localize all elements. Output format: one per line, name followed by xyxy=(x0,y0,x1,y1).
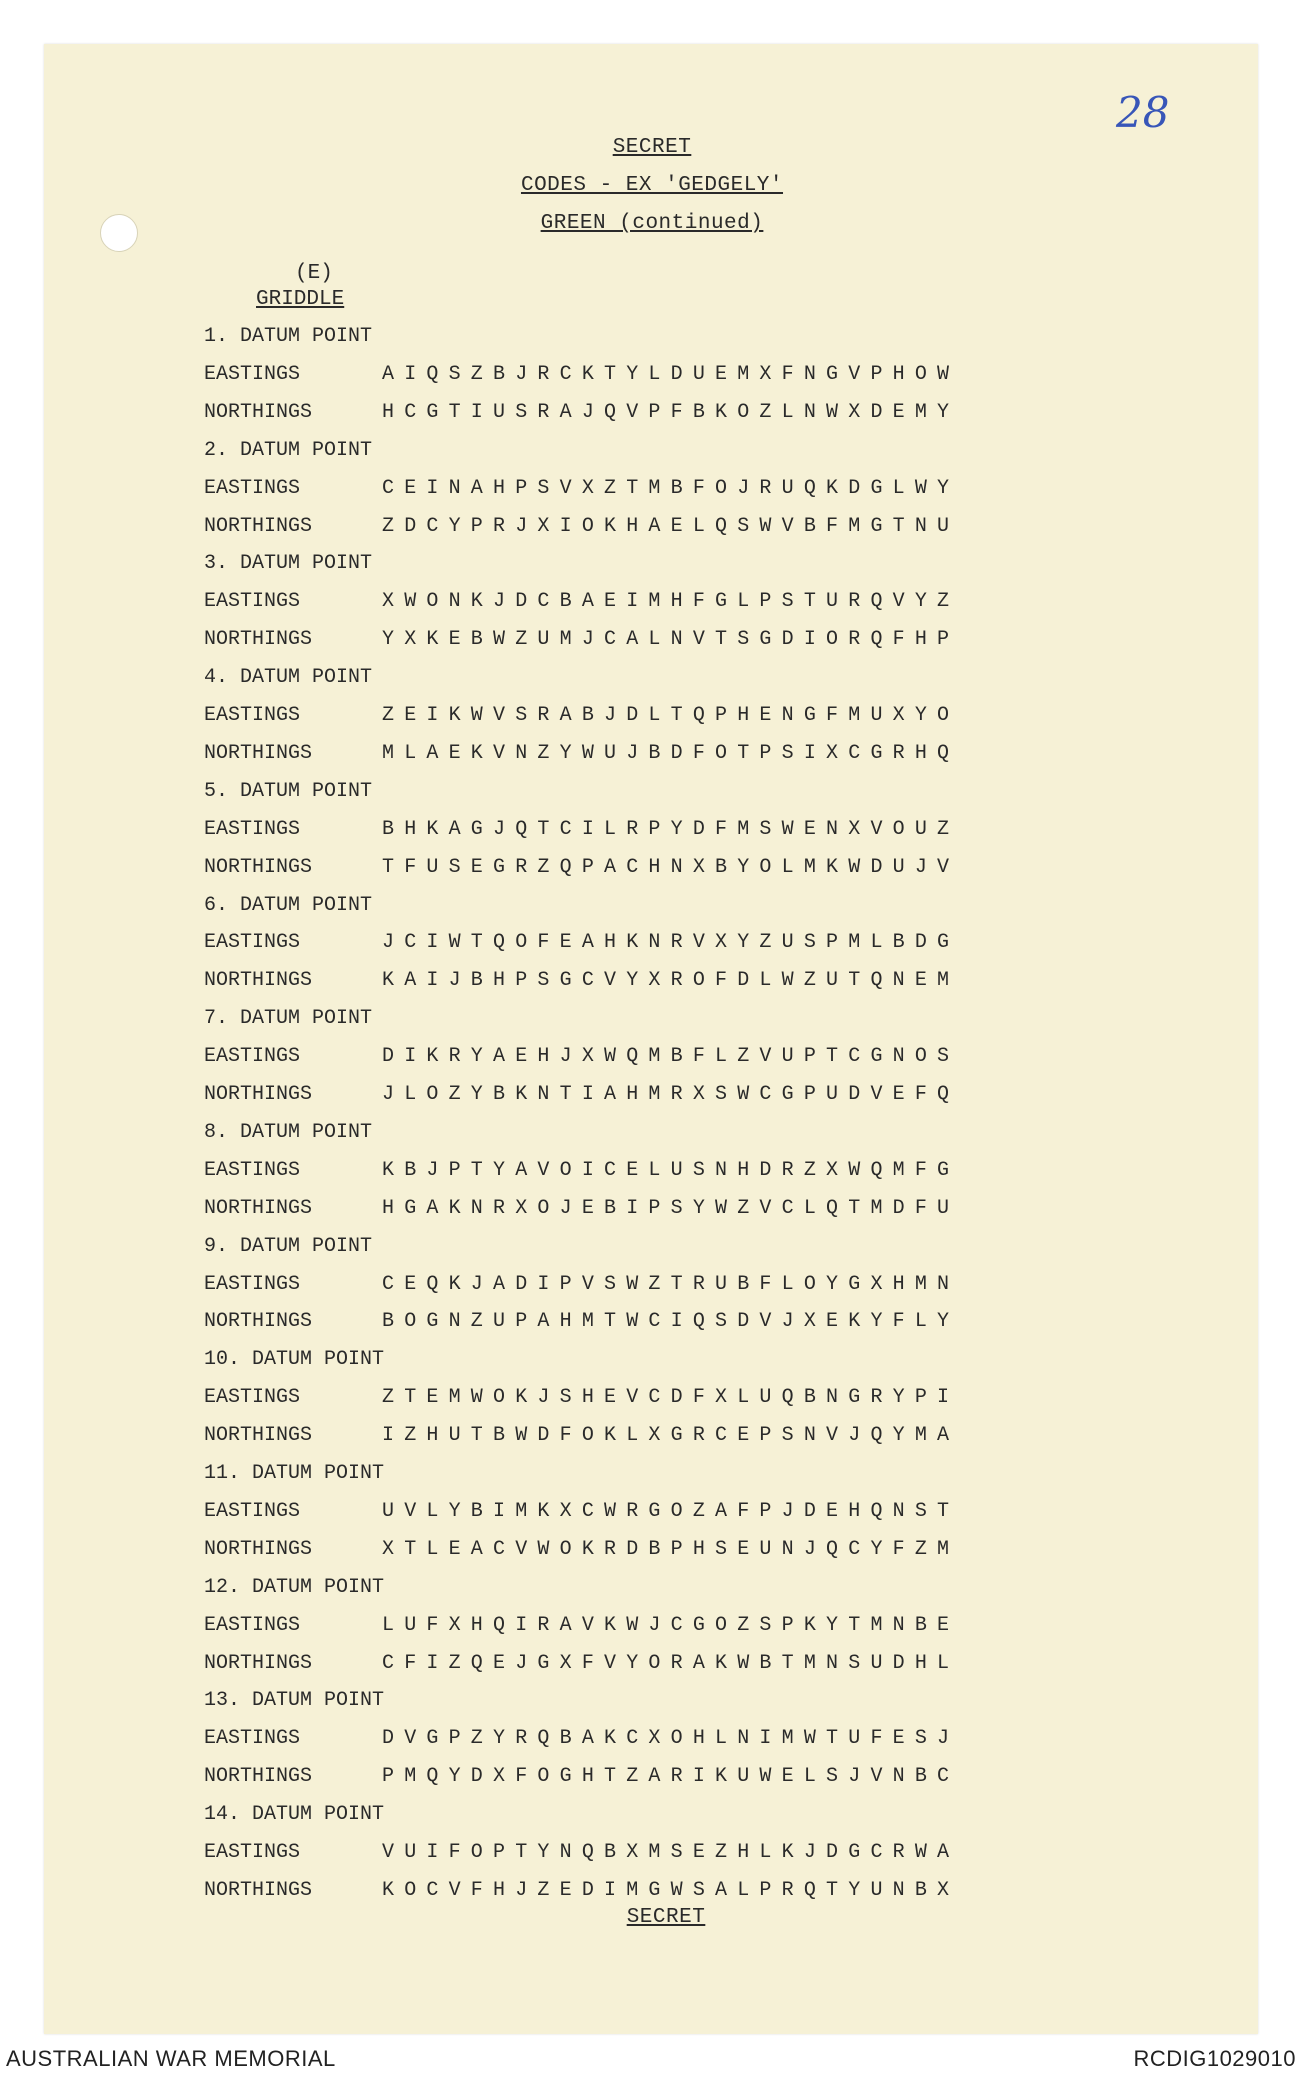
codes-title: CODES - EX 'GEDGELY' xyxy=(520,174,784,197)
row-label: NORTHINGS xyxy=(204,1537,313,1561)
row-label: EASTINGS xyxy=(204,704,301,727)
code-row xyxy=(204,969,959,999)
row-label: EASTINGS xyxy=(204,817,301,841)
row-label: NORTHINGS xyxy=(204,1765,313,1789)
row-label: NORTHINGS xyxy=(204,969,313,993)
row-label: NORTHINGS xyxy=(204,1196,313,1220)
row-label: EASTINGS xyxy=(204,1727,301,1751)
datum-point-heading xyxy=(204,552,382,582)
row-label: EASTINGS xyxy=(204,1841,301,1864)
datum-point-heading xyxy=(204,666,382,696)
code-sequence: AIQSZBJRCKTYLDUEMXFNGVPHOW xyxy=(382,362,960,386)
subsection-letter: (E) xyxy=(295,262,333,285)
classification-header: SECRET xyxy=(612,136,692,159)
code-row xyxy=(204,1765,959,1795)
row-label: EASTINGS xyxy=(204,590,301,614)
code-sequence: TFUSEGRZQPACHNXBYOLMKWDUJV xyxy=(382,855,960,879)
code-row xyxy=(204,1386,959,1416)
code-sequence: XTLEACVWOKRDBPHSEUNJQCYFZM xyxy=(382,1537,960,1561)
row-label: NORTHINGS xyxy=(204,628,313,652)
code-sequence: ZEIKWVSRABJDLTQPHENGFMUXYO xyxy=(382,704,960,727)
code-sequence: VUIFOPTYNQBXMSEZHLKJDGCRWA xyxy=(382,1841,960,1864)
archive-reference: RCDIG1029010 xyxy=(1133,2046,1296,2071)
code-sequence: HGAKNRXOJEBIPSYWZVCLQTMDFU xyxy=(382,1196,960,1220)
row-label: 4. DATUM POINT xyxy=(204,666,373,690)
code-row xyxy=(204,1727,959,1757)
code-row xyxy=(204,1273,959,1303)
code-sequence: PMQYDXFOGHTZARIKUWELSJVNBC xyxy=(382,1765,960,1789)
code-row xyxy=(204,590,959,620)
row-label: NORTHINGS xyxy=(204,855,313,879)
row-label: EASTINGS xyxy=(204,1386,301,1410)
code-sequence: YXKEBWZUMJCALNVTSGDIORQFHP xyxy=(382,628,960,652)
row-label: EASTINGS xyxy=(204,931,301,955)
code-row xyxy=(204,477,959,507)
code-row xyxy=(204,1424,959,1454)
row-label: NORTHINGS xyxy=(204,1424,313,1448)
code-sequence: ZTEMWOKJSHEVCDFXLUQBNGRYPI xyxy=(382,1386,960,1410)
code-sequence: ZDCYPRJXIOKHAELQSWVBFMGTNU xyxy=(382,514,960,538)
row-label: EASTINGS xyxy=(204,1499,301,1523)
code-row xyxy=(204,1500,959,1530)
row-label: NORTHINGS xyxy=(204,741,313,765)
code-row xyxy=(204,628,959,658)
datum-point-heading xyxy=(204,439,382,469)
code-sequence: KAIJBHPSGCVYXROFDLWZUTQNEM xyxy=(382,969,960,993)
row-label: 13. DATUM POINT xyxy=(204,1689,385,1713)
code-sequence: MLAEKVNZYWUJBDFOTPSIXCGRHQ xyxy=(382,741,960,765)
section-title: GREEN (continued) xyxy=(540,212,764,235)
code-sequence: KOCVFHJZEDIMGWSALPRQTYUNBX xyxy=(382,1878,960,1902)
datum-point-heading xyxy=(204,1235,382,1265)
row-label: 7. DATUM POINT xyxy=(204,1007,373,1031)
code-row xyxy=(204,818,959,848)
code-sequence: KBJPTYAVOICELUSNHDRZXWQMFG xyxy=(382,1158,960,1182)
code-row xyxy=(204,1045,959,1075)
row-label: 6. DATUM POINT xyxy=(204,893,373,917)
row-label: NORTHINGS xyxy=(204,1083,313,1106)
row-label: EASTINGS xyxy=(204,1272,301,1296)
row-label: 5. DATUM POINT xyxy=(204,779,373,803)
code-row xyxy=(204,363,959,393)
datum-point-heading xyxy=(204,780,382,810)
row-label: 3. DATUM POINT xyxy=(204,552,373,576)
code-row xyxy=(204,401,959,431)
row-label: 14. DATUM POINT xyxy=(204,1803,385,1827)
code-sequence: CFIZQEJGXFVYORAKWBTMNSUDHL xyxy=(382,1651,960,1675)
row-label: 1. DATUM POINT xyxy=(204,325,373,348)
row-label: EASTINGS xyxy=(204,1158,301,1182)
classification-footer: SECRET xyxy=(626,1906,706,1929)
code-sequence: UVLYBIMKXCWRGOZAFPJDEHQNST xyxy=(382,1499,960,1523)
datum-point-heading xyxy=(204,1575,385,1606)
row-label: EASTINGS xyxy=(204,362,301,386)
code-row xyxy=(204,1879,959,1909)
row-label: EASTINGS xyxy=(204,1045,301,1069)
code-row xyxy=(204,704,959,734)
code-row xyxy=(204,1310,959,1340)
code-row xyxy=(204,931,959,961)
code-row xyxy=(204,1538,959,1568)
code-sequence: CEQKJADIPVSWZTRUBFLOYGXHMN xyxy=(382,1272,960,1296)
code-sequence: BOGNZUPAHMTWCIQSDVJXEKYFLY xyxy=(382,1310,960,1334)
row-label: NORTHINGS xyxy=(204,1651,313,1675)
row-label: 11. DATUM POINT xyxy=(204,1462,385,1485)
datum-point-heading xyxy=(204,894,382,924)
code-row xyxy=(204,1083,959,1113)
code-row xyxy=(204,1159,959,1189)
datum-point-heading xyxy=(204,1689,385,1719)
archive-credit: AUSTRALIAN WAR MEMORIAL xyxy=(6,2046,336,2071)
code-sequence: IZHUTBWDFOKLXGRCEPSNVJQYMA xyxy=(382,1424,960,1448)
row-label: EASTINGS xyxy=(204,1613,301,1637)
datum-point-heading xyxy=(204,1803,385,1833)
code-row xyxy=(204,515,959,545)
code-sequence: JLOZYBKNTIAHMRXSWCGPUDVEFQ xyxy=(382,1083,960,1106)
code-sequence: HCGTIUSRAJQVPFBKOZLNWXDEMY xyxy=(382,400,960,424)
row-label: NORTHINGS xyxy=(204,400,313,424)
code-sequence: LUFXHQIRAVKWJCGOZSPKYTMNBE xyxy=(382,1613,960,1637)
row-label: 2. DATUM POINT xyxy=(204,438,373,462)
code-sequence: DIKRYAEHJXWQMBFLZVUPTCGNOS xyxy=(382,1045,960,1069)
datum-point-heading xyxy=(204,1007,382,1037)
code-sequence: XWONKJDCBAEIMHFGLPSTURQVYZ xyxy=(382,590,960,614)
datum-point-heading xyxy=(204,1462,385,1492)
page-number: 28 xyxy=(1116,88,1170,137)
code-row xyxy=(204,1197,959,1227)
datum-point-heading xyxy=(204,1121,382,1151)
row-label: 8. DATUM POINT xyxy=(204,1120,373,1144)
code-sequence: JCIWTQOFEAHKNRVXYZUSPMLBDG xyxy=(382,931,960,955)
code-row xyxy=(204,742,959,772)
code-row xyxy=(204,1652,959,1682)
row-label: 10. DATUM POINT xyxy=(204,1348,385,1372)
row-label: EASTINGS xyxy=(204,476,301,500)
code-sequence: CEINAHPSVXZTMBFOJRUQKDGLWY xyxy=(382,476,960,500)
code-row xyxy=(204,856,959,886)
subsection-title: GRIDDLE xyxy=(256,288,345,311)
code-sequence: DVGPZYRQBAKCXOHLNIMWTUFESJ xyxy=(382,1727,960,1751)
row-label: NORTHINGS xyxy=(204,1878,313,1902)
code-row xyxy=(204,1614,959,1644)
row-label: NORTHINGS xyxy=(204,1310,313,1334)
code-sequence: BHKAGJQTCILRPYDFMSWENXVOUZ xyxy=(382,817,960,841)
row-label: NORTHINGS xyxy=(204,514,313,538)
datum-point-heading xyxy=(204,1348,385,1378)
datum-point-heading xyxy=(204,325,382,355)
row-label: 9. DATUM POINT xyxy=(204,1234,373,1258)
row-label: 12. DATUM POINT xyxy=(204,1575,385,1599)
code-row xyxy=(204,1841,959,1871)
